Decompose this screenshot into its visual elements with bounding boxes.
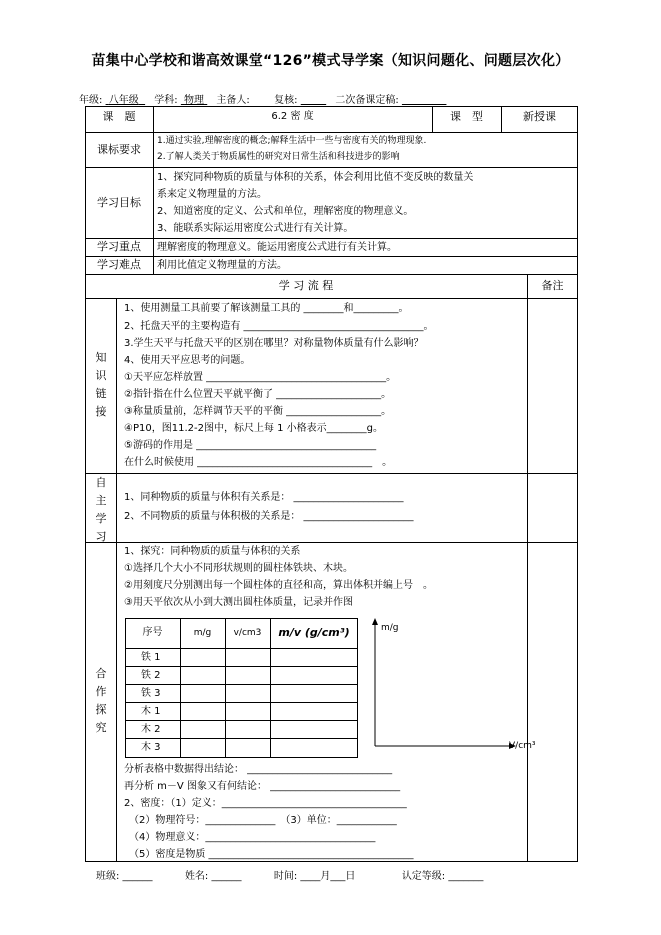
analysis-line: 分析表格中数据得出结论： _____________________________ xyxy=(124,764,393,775)
mv-graph-axes xyxy=(360,618,520,753)
requirement-line: 2.了解人类关于物质属性的研究对日常生活和科技进步的影响 xyxy=(157,152,400,162)
self-study-line: 2、不同物质的质量与体积极的关系是： ______________________ xyxy=(124,511,414,522)
table-row: 铁 2 xyxy=(141,670,161,681)
header-mass: m/g xyxy=(193,628,212,638)
goal-line: 1、探究同种物质的质量与体积的关系，体会利用比值不变反映的数量关 xyxy=(157,172,474,183)
table-row: 铁 3 xyxy=(141,688,161,699)
analysis-line: （5）密度是物质 _________________________________________ xyxy=(129,849,414,860)
requirements-label: 课标要求 xyxy=(97,143,141,156)
header-volume: v/cm3 xyxy=(233,628,262,638)
row-divider xyxy=(85,542,578,543)
table-row: 木 3 xyxy=(141,742,161,753)
self-study-label: 自主学习 xyxy=(95,476,107,543)
analysis-line: 2、密度：（1）定义：_____________________________________ xyxy=(124,798,407,809)
knowledge-line: 2、托盘天平的主要构造有 ____________________________________。 xyxy=(124,321,434,332)
subject-value: 物理 xyxy=(184,95,205,106)
page-title: 苗集中心学校和谐高效课堂“126”模式导学案（知识问题化、问题层次化） xyxy=(91,53,570,69)
remark-label: 备注 xyxy=(541,279,564,292)
knowledge-line: 4、使用天平应思考的问题。 xyxy=(124,355,251,366)
coop-line: ①选择几个大小不同形状规则的圆柱体铁块、木块。 xyxy=(124,563,353,574)
preparer-label: 主备人: xyxy=(216,95,250,106)
grade-value: 八年级 xyxy=(108,95,139,106)
type-label: 课 型 xyxy=(450,110,483,123)
row-divider xyxy=(85,298,578,299)
goal-line: 系来定义物理量的方法。 xyxy=(157,189,267,200)
analysis-line: （4）物理意义：__________________________________ xyxy=(129,832,376,843)
row-divider xyxy=(85,132,578,133)
difficulty-value: 利用比值定义物理量的方法。 xyxy=(157,260,287,271)
knowledge-line: 3.学生天平与托盘天平的区别在哪里？对称量物体质量有什么影响？ xyxy=(124,338,424,349)
knowledge-line: ③称量质量前，怎样调节天平的平衡 ___________________。 xyxy=(124,406,392,417)
col-divider xyxy=(153,106,154,274)
coop-line: ③用天平依次从小到大测出圆柱体质量，记录并作图 xyxy=(124,597,353,608)
subject-label: 学科: xyxy=(154,95,178,106)
requirement-line: 1.通过实验,理解密度的概念;解释生活中一些与密度有关的物理现象. xyxy=(157,136,427,146)
knowledge-label: 知识链接 xyxy=(95,351,107,418)
knowledge-line: ④P10，图11.2-2图中，标尺上每 1 小格表示________g。 xyxy=(124,423,384,434)
key-label: 学习重点 xyxy=(97,240,141,253)
footer-time: 时间: ____月___日 xyxy=(273,871,356,882)
second-prep-label: 二次备课定稿: xyxy=(335,95,399,106)
footer-grade-level: 认定等级: _______ xyxy=(401,871,484,882)
coop-line: 1、探究：同种物质的质量与体积的关系 xyxy=(124,546,301,557)
header-ratio: m/v (g/cm³) xyxy=(278,626,350,639)
review-label: 复核: xyxy=(274,95,298,106)
goal-line: 3、能联系实际运用密度公式进行有关计算。 xyxy=(157,223,354,234)
table-row: 木 2 xyxy=(141,724,161,735)
self-study-line: 1、同种物质的质量与体积有关系是： ______________________ xyxy=(124,492,404,503)
coop-line: ②用刻度尺分别测出每一个圆柱体的直径和高，算出体积并编上号 。 xyxy=(124,580,433,591)
goal-line: 2、知道密度的定义、公式和单位，理解密度的物理意义。 xyxy=(157,206,414,217)
row-divider xyxy=(85,256,578,257)
knowledge-line: ②指针指在什么位置天平就平衡了 _____________________。 xyxy=(124,389,392,400)
footer xyxy=(96,867,483,882)
col-divider xyxy=(527,274,528,862)
table-row: 木 1 xyxy=(141,706,161,717)
analysis-line: （2）物理符号：______________ （3）单位：____________ xyxy=(129,815,397,826)
graph-y-label: m/g xyxy=(381,623,399,633)
footer-class: 班级: ______ xyxy=(96,871,153,882)
knowledge-line: 1、使用测量工具前要了解该测量工具的 ________和_________。 xyxy=(124,303,409,314)
header-info xyxy=(79,91,446,106)
footer-name: 姓名: ______ xyxy=(184,871,242,882)
topic-label: 课 题 xyxy=(102,110,136,123)
cooperative-label: 合作探究 xyxy=(95,667,107,734)
type-value: 新授课 xyxy=(523,110,556,123)
grade-label: 年级: xyxy=(79,95,103,106)
flow-label: 学 习 流 程 xyxy=(278,279,334,292)
row-divider xyxy=(85,274,578,275)
row-divider xyxy=(85,473,578,474)
graph-x-label: V/cm³ xyxy=(509,741,536,751)
knowledge-line: ⑤游码的作用是 ____________________________________ xyxy=(124,440,377,451)
y-axis-arrow xyxy=(372,618,378,625)
row-divider xyxy=(85,167,578,168)
col-divider xyxy=(116,298,117,862)
analysis-line: 再分析 m－V 图象又有何结论： __________________________ xyxy=(124,781,401,792)
row-divider xyxy=(85,238,578,239)
knowledge-line: 在什么时候使用 ___________________________________ 。 xyxy=(124,457,393,468)
key-value: 理解密度的物理意义。能运用密度公式进行有关计算。 xyxy=(157,242,397,253)
difficulty-label: 学习难点 xyxy=(97,258,141,271)
topic-value: 6.2 密 度 xyxy=(271,111,314,122)
knowledge-line: ①天平应怎样放置 ____________________________________。 xyxy=(124,372,397,383)
header-index: 序号 xyxy=(142,627,163,638)
goals-label: 学习目标 xyxy=(97,196,141,209)
table-row: 铁 1 xyxy=(141,652,161,663)
